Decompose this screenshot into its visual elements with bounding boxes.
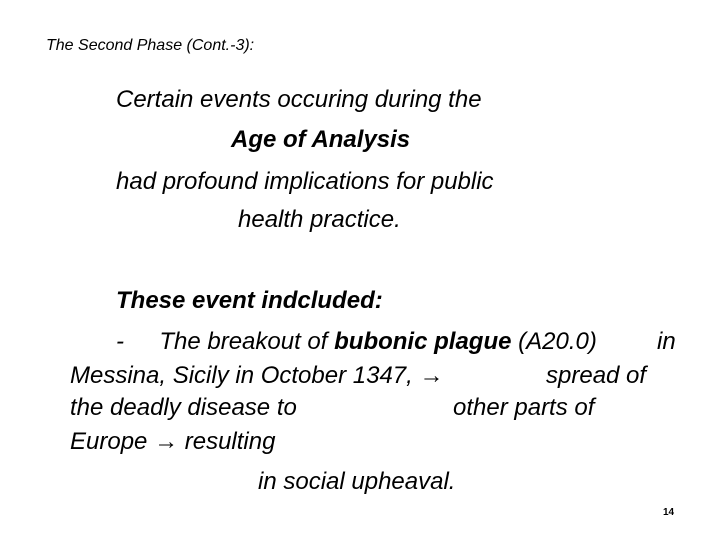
arrow-right-icon: → — [154, 428, 179, 455]
event-item-line-1 — [116, 330, 597, 354]
event-line-2-text: Messina, Sicily in October 1347, — [70, 362, 413, 389]
event-line-4-resulting: resulting — [184, 428, 276, 455]
event-item-line-3-left: the deadly disease to — [70, 394, 297, 421]
event-item-line-2-right: spread of — [546, 362, 647, 389]
slide-heading: The Second Phase (Cont.-3): — [46, 37, 255, 54]
page-number: 14 — [663, 507, 675, 518]
event-text-pre: The breakout of — [159, 328, 335, 355]
event-item-line-5: in social upheaval. — [258, 468, 456, 495]
event-item-line-3-right: other parts of — [453, 394, 595, 421]
bubonic-plague-text: bubonic plague — [334, 328, 512, 355]
events-header: These event indcluded: — [116, 287, 383, 314]
event-text-code: (A20.0) — [511, 328, 597, 355]
intro-line-1: Certain events occuring during the — [116, 86, 482, 113]
intro-line-2-age-of-analysis: Age of Analysis — [231, 126, 411, 153]
arrow-right-icon: → — [419, 362, 444, 389]
bullet-marker: - — [116, 328, 124, 355]
intro-line-3: had profound implications for public — [116, 168, 494, 195]
event-line-4-text: Europe — [70, 428, 148, 455]
intro-line-4: health practice. — [238, 206, 401, 233]
event-item-in: in — [657, 328, 676, 355]
event-item-line-4 — [70, 430, 275, 454]
event-item-line-2-left — [70, 364, 444, 388]
